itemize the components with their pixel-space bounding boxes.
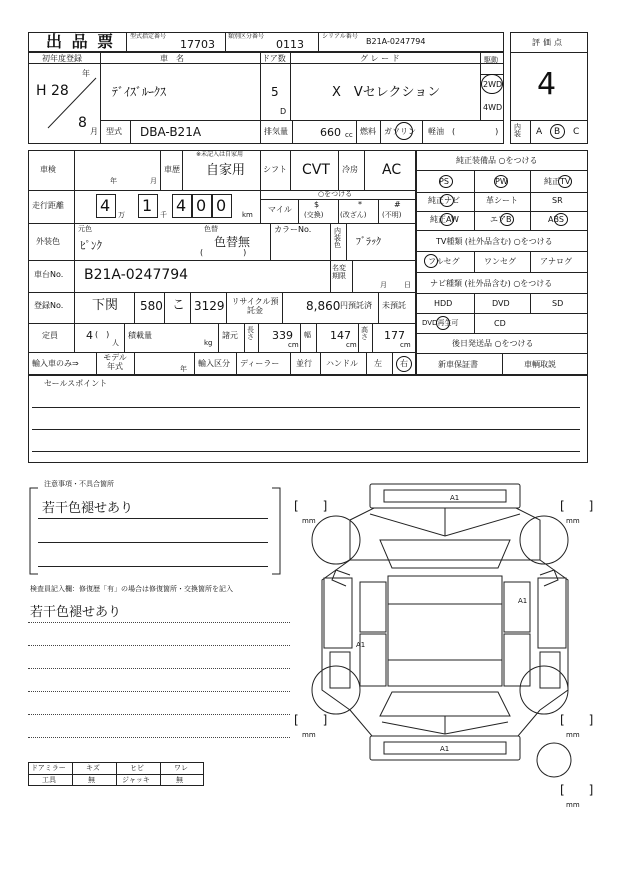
recycle-done: 預託済 [348, 301, 372, 310]
history-note: ※未記入は自家用 [196, 151, 244, 158]
type-designation-value: 17703 [180, 38, 215, 51]
later-manual: 車輌取説 [524, 360, 556, 369]
fuel-diesel: 軽油 [428, 127, 444, 136]
missing-value-1: 無 [88, 776, 95, 784]
tire-bracket-rear-left: [ ] [294, 713, 328, 727]
model-year-unit: 年 [180, 365, 187, 373]
recycle-label: リサイクル預託金 [231, 297, 279, 316]
missing-value-3: 無 [176, 776, 183, 784]
eval-score-label: 評価点 [532, 38, 565, 47]
inspection-month: 月 [150, 177, 157, 185]
tire-unit-front-right: mm [566, 517, 580, 525]
tire-bracket-spare: [ ] [560, 783, 594, 797]
missing-value-2: ジャッキ [122, 776, 150, 784]
name-change-label: 名変期限 [332, 264, 346, 281]
equip-pw: PW [495, 177, 508, 186]
length-value: 339 [272, 329, 293, 342]
first-reg-year-suffix: 年 [82, 69, 90, 78]
mile-note-head: ○をつける [318, 190, 353, 198]
navi-hdd: HDD [434, 299, 453, 308]
length-unit: cm [288, 341, 299, 349]
missing-header-1: キズ [86, 764, 100, 772]
color-change-value: 色替無 [214, 235, 251, 249]
length-label: 長さ [247, 326, 254, 341]
tire-bracket-rear-right: [ ] [560, 713, 594, 727]
model-value: DBA-B21A [140, 125, 202, 139]
reg-number: 3129 [194, 299, 225, 313]
mile-unknown: (不明) [382, 211, 402, 219]
category-value: 0113 [276, 38, 304, 51]
first-reg-month: 8 [78, 115, 87, 131]
drive-label: 駆動 [484, 56, 498, 64]
serial-value: B21A-0247794 [366, 37, 426, 46]
ac-value: AC [382, 162, 402, 178]
reg-label: 登録No. [34, 301, 64, 310]
name-change-day: 日 [404, 281, 411, 289]
inspection-year: 年 [110, 177, 117, 185]
mile-label: マイル [268, 205, 292, 214]
width-unit: cm [346, 341, 357, 349]
load-label: 積載量 [128, 331, 152, 340]
navi-type-title: ナビ種類 (社外品含む) ○をつける [430, 279, 553, 288]
missing-header-2: ヒビ [130, 764, 144, 772]
fuel-label: 燃料 [360, 127, 376, 136]
eval-score-value: 4 [537, 67, 557, 102]
displacement-label: 排気量 [264, 127, 288, 136]
color-orig-label: 元色 [78, 225, 92, 233]
interior-grade-a: A [536, 127, 543, 137]
mileage-sen: 千 [160, 211, 167, 219]
shift-label: シフト [263, 165, 287, 174]
drive-2wd: 2WD [483, 80, 503, 89]
handle-right: 右 [400, 359, 408, 368]
attention-label: 注意事項・不具合箇所 [44, 480, 114, 488]
navi-sd: SD [552, 299, 564, 308]
sheet-title: 出 品 票 [46, 32, 116, 51]
interior-color-value: ﾌﾞﾗｯｸ [356, 237, 381, 248]
capacity-paren: ( ) [95, 330, 110, 339]
mileage-digit-2: 1 [142, 196, 153, 215]
mile-tamper-sym: * [358, 200, 362, 209]
car-name-value: ﾃﾞｲｽﾞﾙｰｸｽ [112, 85, 167, 99]
displacement-unit: cc [345, 131, 353, 139]
equip-leather: 革シート [486, 196, 518, 205]
later-title: 後日発送品 ○をつける [452, 339, 534, 348]
equip-abs: ABS [548, 215, 564, 224]
import-type-label: 輸入区分 [198, 359, 230, 368]
mileage-unit: km [242, 211, 253, 219]
displacement-value: 660 [320, 126, 341, 139]
first-reg-month-suffix: 月 [90, 127, 98, 136]
drive-4wd: 4WD [483, 103, 503, 112]
first-reg-label: 初年度登録 [42, 54, 82, 63]
type-designation-label: 型式指定番号 [130, 33, 167, 40]
missing-header-3: ワレ [174, 764, 188, 772]
fuel-gasoline: ガソリン [384, 127, 416, 136]
tv-analog: アナログ [540, 257, 572, 266]
equipment-title: 純正装備品 ○をつける [456, 156, 538, 165]
ac-label: 冷房 [342, 165, 358, 174]
missing-header-0: ドアミラー [31, 764, 66, 772]
tire-unit-rear-right: mm [566, 731, 580, 739]
model-label: 型式 [106, 127, 122, 136]
grade-value: X Vセレクション [332, 85, 441, 100]
category-label: 類別区分番号 [228, 33, 265, 40]
equip-tv: 純正TV [544, 177, 571, 186]
doors-label: ドア数 [262, 54, 286, 63]
navi-dvd: DVD [492, 299, 510, 308]
damage-mark-rear: A1 [440, 745, 450, 753]
navi-dvd-play: DVD再生可 [422, 319, 459, 327]
reg-kana: こ [172, 298, 186, 313]
shift-value: CVT [302, 162, 330, 178]
chassis-value: B21A-0247794 [84, 267, 189, 283]
color-change-label: 色替 [204, 225, 218, 233]
history-label: 車歴 [164, 165, 180, 174]
equip-aw: 純正AW [430, 215, 459, 224]
tv-fullseg: フルセグ [428, 257, 460, 266]
tire-unit-front-left: mm [302, 517, 316, 525]
name-change-month: 月 [380, 281, 387, 289]
mileage-digit-5: 0 [216, 196, 227, 215]
mile-exchange-sym: $ [314, 200, 320, 209]
equip-airbag: エアB [490, 215, 512, 224]
damage-mark-front: A1 [450, 494, 460, 502]
mileage-digit-3: 4 [176, 196, 187, 215]
width-value: 147 [330, 329, 351, 342]
model-year-label: モデル年式 [103, 353, 127, 371]
mile-exchange: (交換) [304, 211, 324, 219]
inspector-label: 検査員記入欄：修復歴「有」の場合は修復箇所・交換箇所を記入 [30, 585, 233, 593]
mileage-man: 万 [118, 211, 125, 219]
inspector-text: 若干色褪せあり [30, 605, 122, 620]
mileage-label: 走行距離 [32, 201, 64, 210]
tire-unit-rear-left: mm [302, 731, 316, 739]
inspection-label: 車検 [40, 165, 56, 174]
height-unit: cm [400, 341, 411, 349]
height-label: 高さ [361, 326, 368, 341]
capacity-unit: 人 [112, 339, 119, 347]
color-orig-value: ﾋﾟﾝｸ [80, 239, 102, 252]
color-change-paren: ( ) [200, 248, 247, 257]
interior-grade-c: C [573, 127, 580, 137]
capacity-value: 4 [86, 329, 93, 342]
doors-sub: D [280, 107, 287, 116]
car-name-label: 車 名 [160, 54, 184, 63]
parallel-label: 並行 [296, 359, 312, 368]
mile-unknown-sym: # [394, 200, 401, 209]
history-value: 自家用 [206, 163, 246, 178]
tv-oneseg: ワンセグ [484, 257, 516, 266]
missing-value-0: 工具 [42, 776, 56, 784]
import-label: 輸入車のみ⇒ [32, 359, 79, 368]
fuel-other: ( ) [452, 127, 499, 136]
equip-ps: PS [439, 177, 449, 186]
capacity-label: 定員 [42, 331, 58, 340]
interior-grade-b: B [554, 127, 561, 137]
mile-tamper: (改ざん) [340, 211, 367, 219]
grade-label: グ レ ー ド [360, 54, 400, 63]
reg-class: 580 [140, 299, 163, 313]
serial-label: シリアル番号 [322, 33, 358, 40]
tire-unit-spare: mm [566, 801, 580, 809]
mileage-digit-4: 0 [196, 196, 207, 215]
damage-mark-left: A1 [356, 641, 366, 649]
load-unit: kg [204, 339, 213, 347]
attention-text: 若干色褪せあり [42, 501, 134, 516]
later-warranty: 新車保証書 [438, 360, 478, 369]
sales-point-label: セールスポイント [44, 379, 108, 388]
mileage-digit-1: 4 [100, 196, 111, 215]
recycle-unit: 円 [340, 301, 348, 310]
chassis-label: 車台No. [34, 270, 64, 279]
reg-place: 下関 [92, 298, 119, 313]
handle-left: 左 [374, 359, 382, 368]
equip-navi: 純正ナビ [428, 196, 460, 205]
first-reg-year: H 28 [36, 83, 69, 99]
dealer-label: ディーラー [240, 359, 280, 368]
tire-bracket-front-right: [ ] [560, 499, 594, 513]
tv-type-title: TV種類 (社外品含む) ○をつける [436, 237, 553, 246]
width-label: 幅 [304, 331, 311, 339]
recycle-not: 未預託 [382, 301, 406, 310]
handle-label: ハンドル [326, 359, 358, 368]
dims-label: 諸元 [222, 331, 238, 340]
recycle-value: 8,860 [306, 299, 341, 313]
color-no-label: カラーNo. [274, 225, 312, 234]
tire-bracket-front-left: [ ] [294, 499, 328, 513]
damage-mark-right: A1 [518, 597, 528, 605]
height-value: 177 [384, 329, 405, 342]
interior-color-label: 内装色 [334, 227, 341, 249]
doors-value: 5 [271, 85, 279, 99]
color-label: 外装色 [36, 237, 60, 246]
navi-cd: CD [494, 319, 506, 328]
interior-grade-label: 内装 [514, 123, 521, 138]
equip-sr: SR [552, 196, 563, 205]
